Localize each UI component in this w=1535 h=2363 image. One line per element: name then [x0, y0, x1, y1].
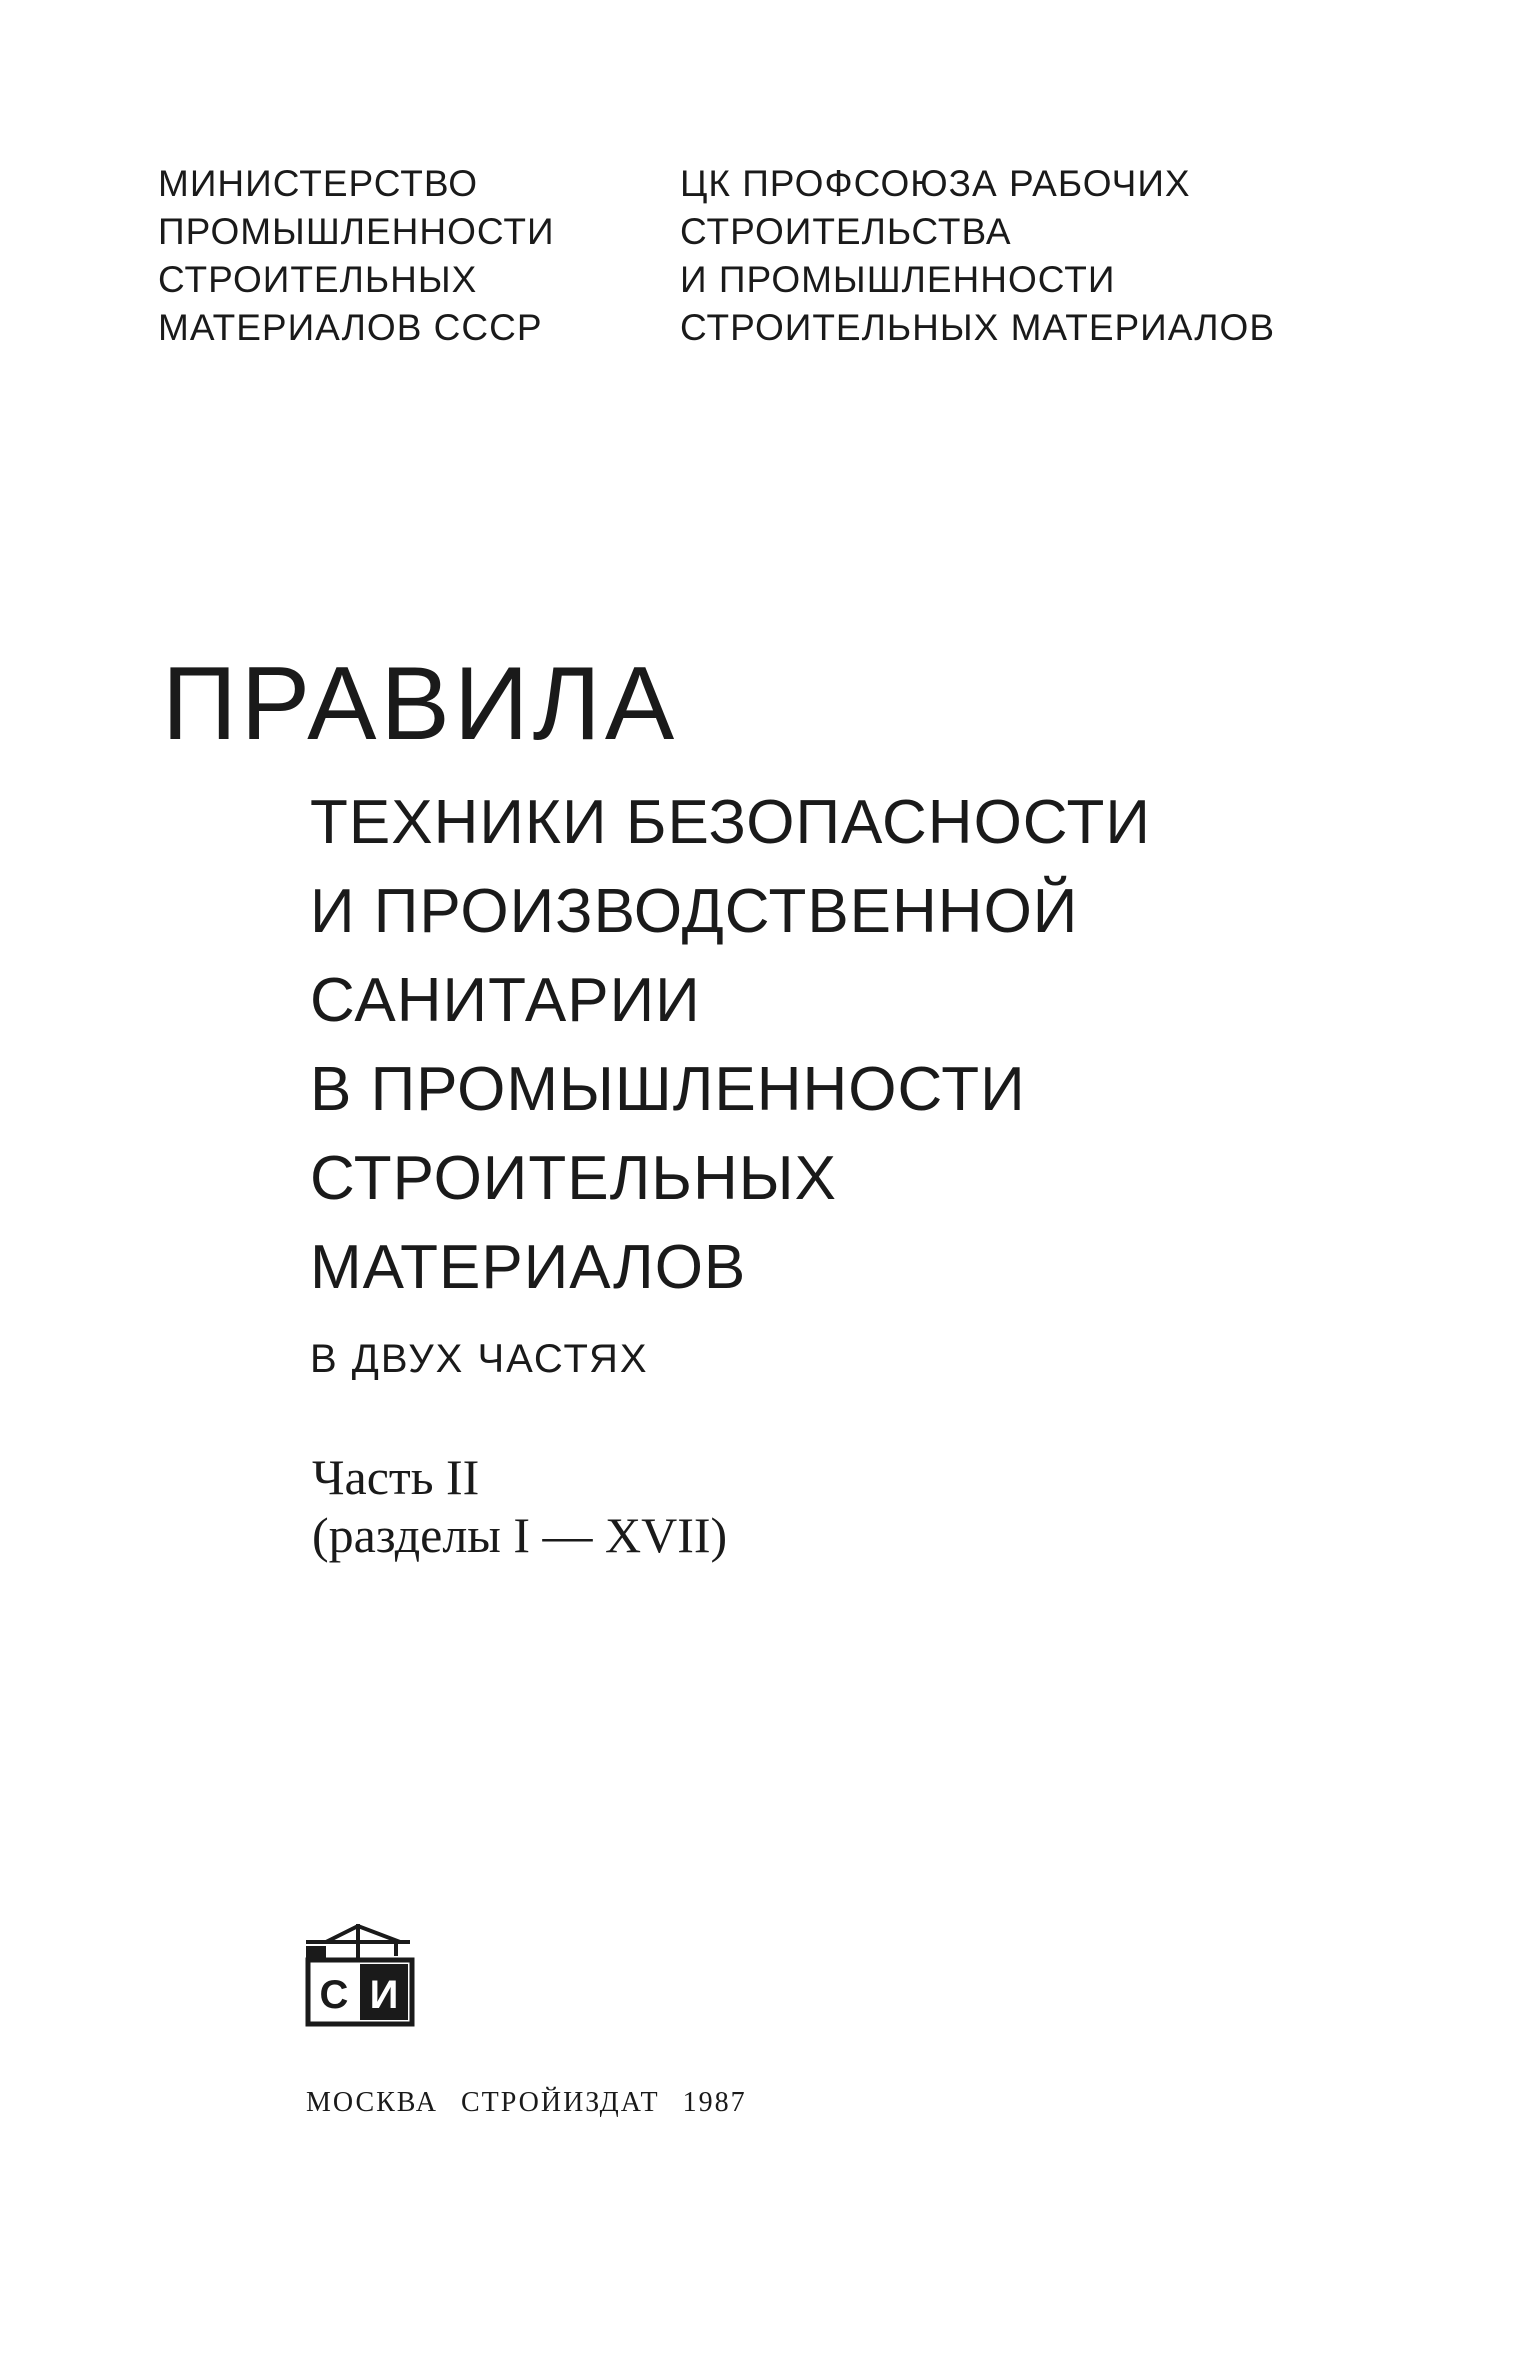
parts-note: В ДВУХ ЧАСТЯХ	[310, 1337, 649, 1381]
subtitle-line: ТЕХНИКИ БЕЗОПАСНОСТИ	[310, 788, 1151, 857]
crane-counterweight-icon	[306, 1946, 326, 1958]
subtitle-line: В ПРОМЫШЛЕННОСТИ	[310, 1055, 1026, 1124]
subtitle	[310, 778, 1151, 1312]
logo-letter-i: И	[369, 1973, 399, 2017]
imprint-year: 1987	[682, 2087, 747, 2118]
subtitle-line: САНИТАРИИ	[310, 966, 701, 1035]
union-line: ЦК ПРОФСОЮЗА РАБОЧИХ	[680, 163, 1191, 204]
union-line: СТРОИТЕЛЬНЫХ МАТЕРИАЛОВ	[680, 307, 1276, 348]
trade-union-header	[680, 160, 1275, 352]
ministry-line: ПРОМЫШЛЕННОСТИ	[158, 211, 555, 252]
ministry-line: МИНИСТЕРСТВО	[158, 163, 479, 204]
main-title: ПРАВИЛА	[162, 646, 679, 762]
union-line: СТРОИТЕЛЬСТВА	[680, 211, 1012, 252]
part-number: Часть II	[312, 1449, 480, 1505]
sections-range: (разделы I — XVII)	[312, 1507, 728, 1563]
logo-letter-s: С	[319, 1973, 349, 2017]
ministry-header	[158, 160, 555, 352]
part-block	[312, 1448, 727, 1564]
subtitle-line: МАТЕРИАЛОВ	[310, 1233, 747, 1302]
imprint-city: МОСКВА	[306, 2087, 438, 2118]
subtitle-line: СТРОИТЕЛЬНЫХ	[310, 1144, 837, 1213]
ministry-line: СТРОИТЕЛЬНЫХ	[158, 259, 478, 300]
union-line: И ПРОМЫШЛЕННОСТИ	[680, 259, 1116, 300]
imprint	[306, 2086, 761, 2120]
ministry-line: МАТЕРИАЛОВ СССР	[158, 307, 543, 348]
subtitle-line: И ПРОИЗВОДСТВЕННОЙ	[310, 877, 1079, 946]
stroyizdat-logo-icon	[300, 1920, 420, 2030]
imprint-publisher: СТРОЙИЗДАТ	[460, 2087, 660, 2118]
